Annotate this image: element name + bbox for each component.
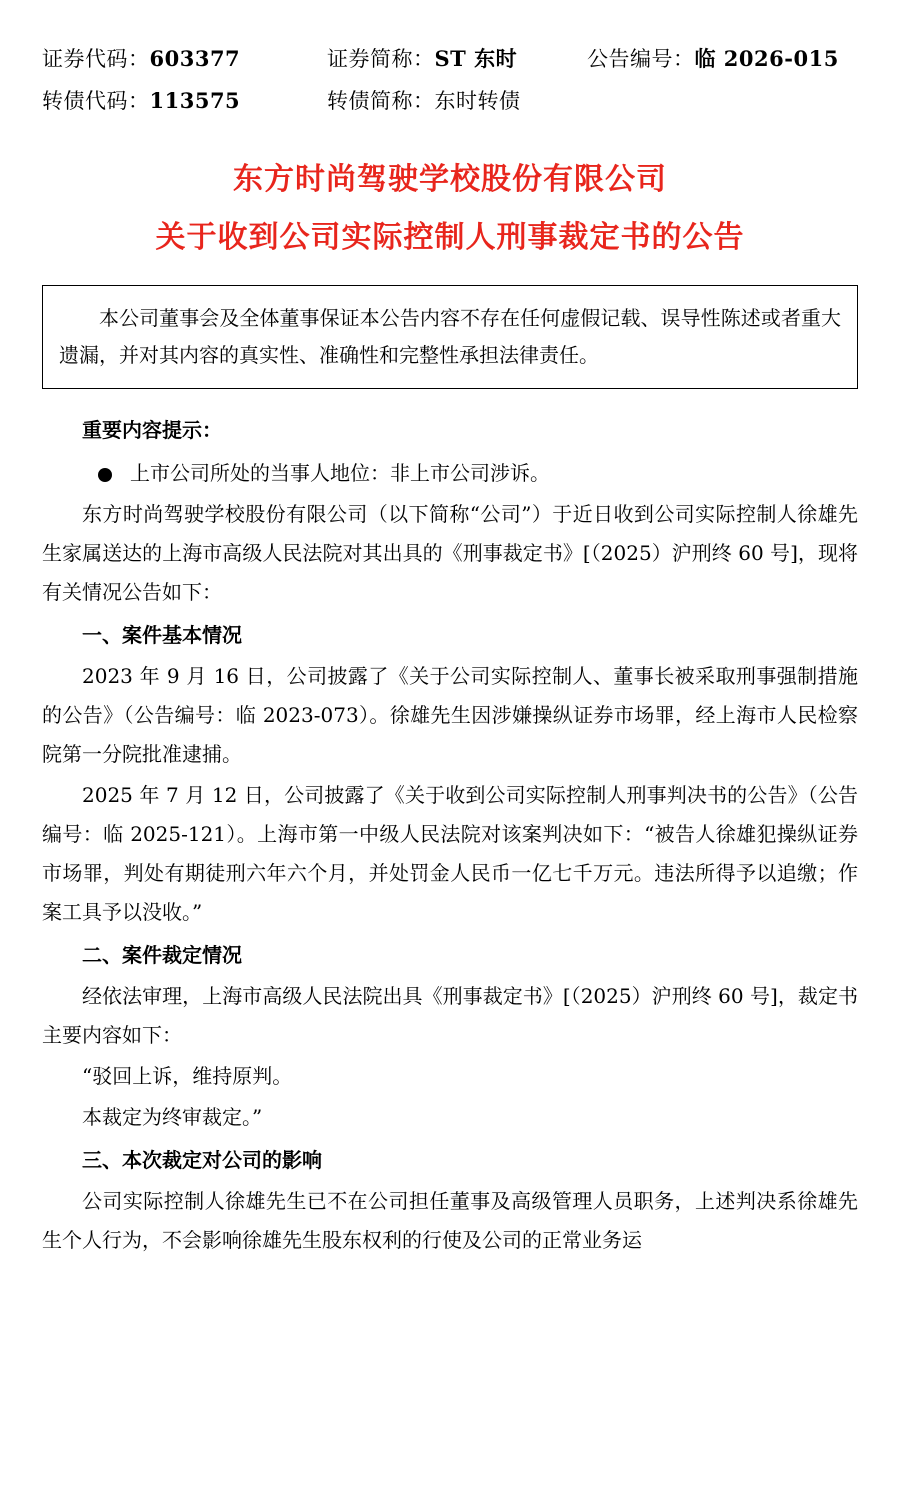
section-3-heading: 三、本次裁定对公司的影响 [82, 1148, 322, 1172]
disclaimer-box [42, 285, 858, 389]
bullet-dot-icon [98, 468, 112, 482]
subject-title: 关于收到公司实际控制人刑事裁定书的公告 [155, 219, 745, 255]
announcement-number-value: 临 2026-015 [694, 46, 839, 71]
section-2-quote-line-2: 本裁定为终审裁定。” [82, 1105, 263, 1129]
security-code-line-1 [42, 38, 858, 80]
section-2-quote-line-1: “驳回上诉，维持原判。 [82, 1064, 293, 1088]
bond-code-label: 转债代码： [42, 89, 150, 113]
section-2-paragraph-1: 经依法审理，上海市高级人民法院出具《刑事裁定书》[（2025）沪刑终 60 号]，裁定书主要内容如下： [42, 984, 858, 1047]
bond-code-value: 113575 [149, 88, 241, 113]
section-3-paragraph-1: 公司实际控制人徐雄先生已不在公司担任董事及高级管理人员职务，上述判决系徐雄先生个人行为，不会影响徐雄先生股东权利的行使及公司的正常业务运 [42, 1189, 858, 1252]
bullet-item-label: 上市公司所处的当事人地位：非上市公司涉诉。 [130, 461, 550, 485]
disclaimer-text: 本公司董事会及全体董事保证本公告内容不存在任何虚假记载、误导性陈述或者重大遗漏，并对其内容的真实性、准确性和完整性承担法律责任。 [59, 306, 841, 367]
bond-name-value: 东时转债 [434, 89, 521, 113]
section-1-paragraph-2: 2025 年 7 月 12 日，公司披露了《关于收到公司实际控制人刑事判决书的公告》（公告编号：临 2025-121）。上海市第一中级人民法院对该案判决如下：“被告人徐雄犯操纵证券市场罪，判处有期徒刑六年六个月，并处罚金人民币一亿七千万元。违法所得予以追缴；作案工具予以没收。” [42, 783, 858, 924]
document-body [42, 411, 858, 1260]
document-title [42, 158, 858, 259]
company-title: 东方时尚驾驶学校股份有限公司 [233, 162, 667, 197]
section-2-heading: 二、案件裁定情况 [82, 943, 242, 967]
bullet-item [42, 454, 858, 493]
important-notice-heading: 重要内容提示： [82, 418, 222, 442]
security-name-field [327, 38, 587, 80]
security-name-value: ST 东时 [434, 46, 518, 71]
section-1-heading: 一、案件基本情况 [82, 623, 242, 647]
bond-code-field [42, 80, 327, 122]
security-name-label: 证券简称： [327, 47, 435, 71]
section-1-paragraph-1: 2023 年 9 月 16 日，公司披露了《关于公司实际控制人、董事长被采取刑事强制措施的公告》（公告编号：临 2023-073）。徐雄先生因涉嫌操纵证券市场罪，经上海市人民检察院第一分院批准逮捕。 [42, 664, 858, 766]
announcement-number-label: 公告编号： [587, 47, 695, 71]
security-code-label: 证券代码： [42, 47, 150, 71]
announcement-number-field [587, 38, 839, 80]
security-code-field [42, 38, 327, 80]
bond-name-field [327, 80, 587, 122]
security-code-value: 603377 [149, 46, 241, 71]
bond-name-label: 转债简称： [327, 89, 435, 113]
bond-code-line-2 [42, 80, 858, 122]
intro-paragraph: 东方时尚驾驶学校股份有限公司（以下简称“公司”）于近日收到公司实际控制人徐雄先生家属送达的上海市高级人民法院对其出具的《刑事裁定书》[（2025）沪刑终 60 号]，现将有关情况公告如下： [42, 502, 858, 604]
